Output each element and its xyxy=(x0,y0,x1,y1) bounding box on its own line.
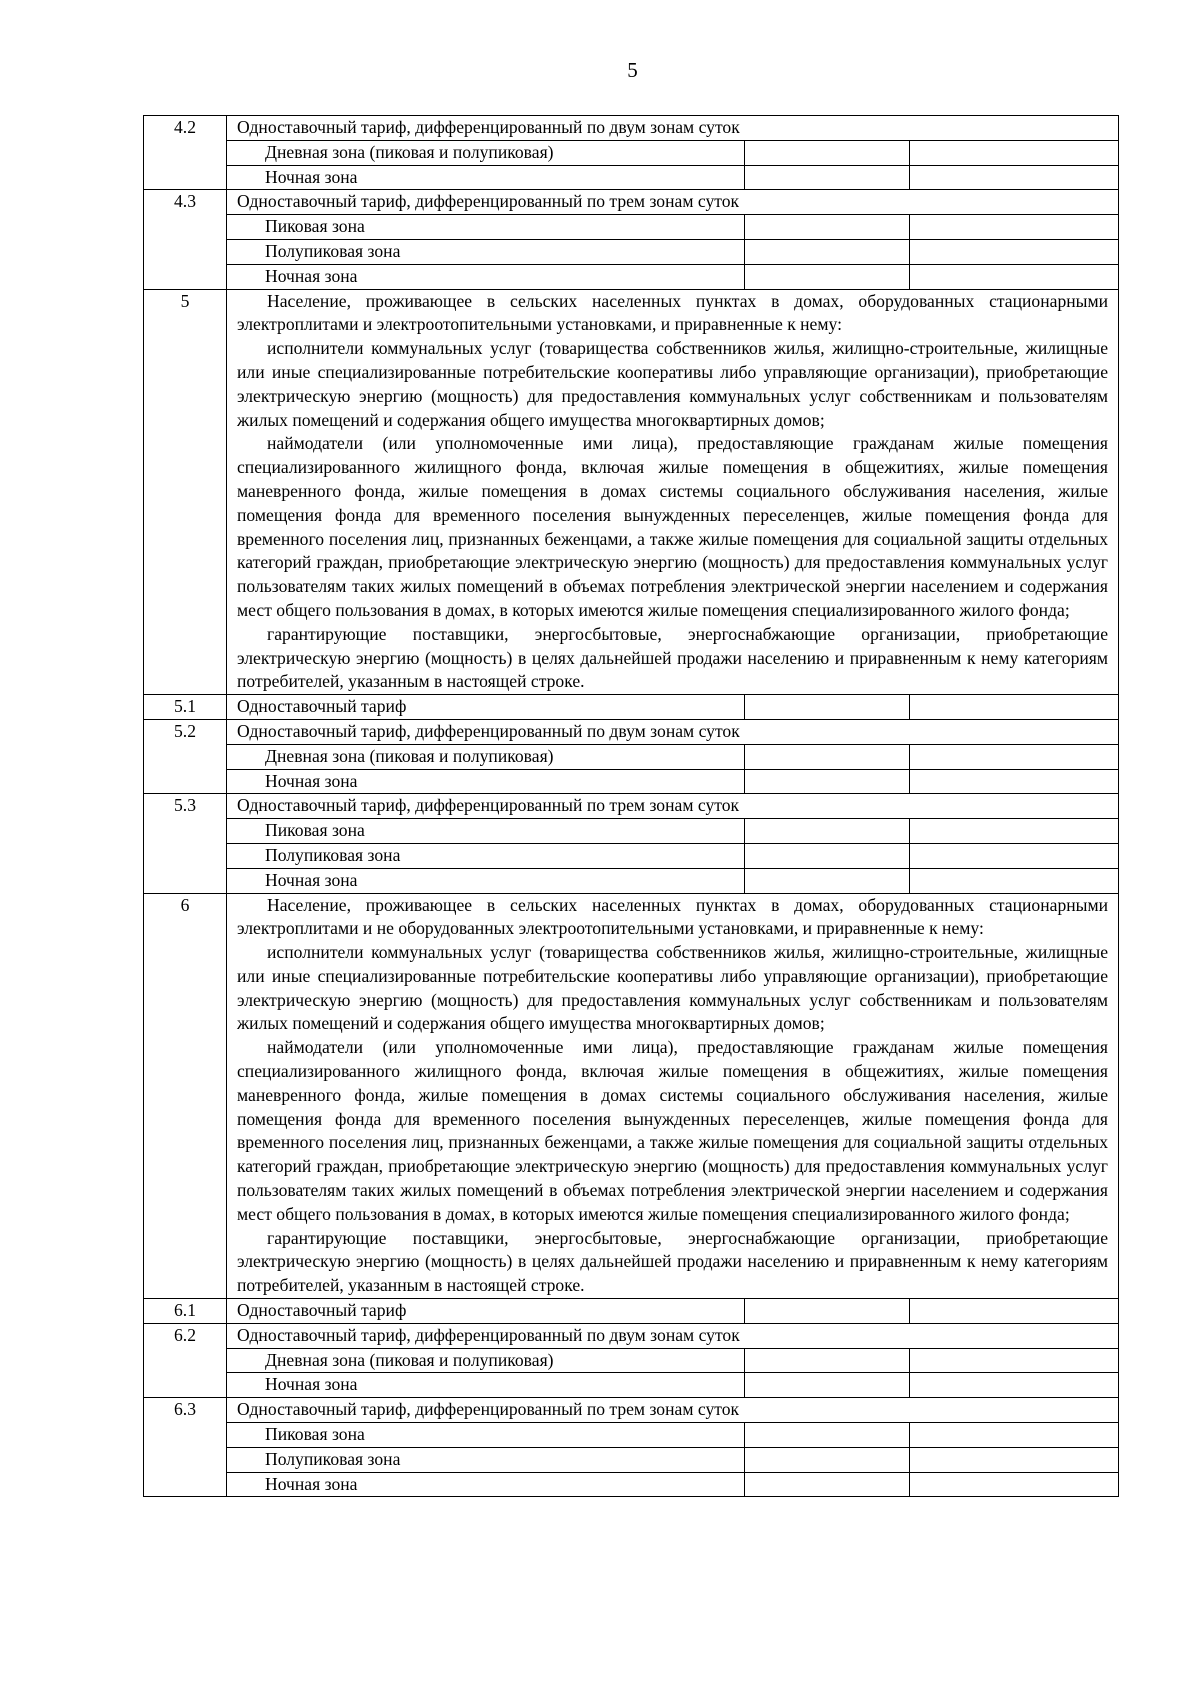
table-row xyxy=(144,1423,1119,1448)
table-row xyxy=(144,1299,1119,1324)
value-cell xyxy=(745,140,910,165)
row-number: 4.3 xyxy=(144,190,227,289)
table-row xyxy=(144,893,1119,1299)
row-number: 5.2 xyxy=(144,719,227,793)
table-row xyxy=(144,1323,1119,1348)
zone-label: Дневная зона (пиковая и полупиковая) xyxy=(227,744,745,769)
table-row xyxy=(144,769,1119,794)
row-number: 6.2 xyxy=(144,1323,227,1397)
row-number: 5.3 xyxy=(144,794,227,893)
value-cell xyxy=(745,1348,910,1373)
row-number: 6.1 xyxy=(144,1299,227,1324)
row-number: 5.1 xyxy=(144,695,227,720)
tariff-table xyxy=(143,115,1119,1497)
row-number: 4.2 xyxy=(144,116,227,190)
value-cell xyxy=(910,819,1119,844)
zone-label: Дневная зона (пиковая и полупиковая) xyxy=(227,140,745,165)
value-cell xyxy=(745,1447,910,1472)
value-cell xyxy=(745,1299,910,1324)
value-cell xyxy=(910,165,1119,190)
tariff-label: Одноставочный тариф, дифференцированный по трем зонам суток xyxy=(227,794,1119,819)
zone-label: Ночная зона xyxy=(227,1373,745,1398)
value-cell xyxy=(910,695,1119,720)
zone-label: Ночная зона xyxy=(227,264,745,289)
table-row xyxy=(144,215,1119,240)
value-cell xyxy=(745,744,910,769)
zone-label: Полупиковая зона xyxy=(227,843,745,868)
table-row xyxy=(144,190,1119,215)
value-cell xyxy=(745,868,910,893)
table-row xyxy=(144,1373,1119,1398)
value-cell xyxy=(745,843,910,868)
value-cell xyxy=(910,1348,1119,1373)
tariff-label: Одноставочный тариф xyxy=(227,695,745,720)
table-row xyxy=(144,819,1119,844)
table-row xyxy=(144,1398,1119,1423)
value-cell xyxy=(910,843,1119,868)
tariff-label: Одноставочный тариф, дифференцированный по двум зонам суток xyxy=(227,1323,1119,1348)
tariff-label: Одноставочный тариф, дифференцированный по трем зонам суток xyxy=(227,1398,1119,1423)
zone-label: Ночная зона xyxy=(227,1472,745,1497)
consumer-category-description xyxy=(227,893,1119,1299)
zone-label: Пиковая зона xyxy=(227,1423,745,1448)
value-cell xyxy=(745,695,910,720)
value-cell xyxy=(910,868,1119,893)
table-row xyxy=(144,1348,1119,1373)
value-cell xyxy=(910,264,1119,289)
value-cell xyxy=(745,215,910,240)
value-cell xyxy=(745,239,910,264)
zone-label: Полупиковая зона xyxy=(227,1447,745,1472)
zone-label: Ночная зона xyxy=(227,165,745,190)
value-cell xyxy=(910,769,1119,794)
tariff-label: Одноставочный тариф, дифференцированный по двум зонам суток xyxy=(227,116,1119,141)
description-paragraph: Население, проживающее в сельских населенных пунктах в домах, оборудованных стационарными электроплитами и электроотопительными установками, и приравненные к нему: xyxy=(237,290,1109,335)
tariff-label: Одноставочный тариф xyxy=(227,1299,745,1324)
value-cell xyxy=(910,1373,1119,1398)
value-cell xyxy=(910,744,1119,769)
value-cell xyxy=(745,264,910,289)
tariff-table-body xyxy=(144,116,1119,1497)
zone-label: Ночная зона xyxy=(227,868,745,893)
table-row xyxy=(144,744,1119,769)
table-row xyxy=(144,843,1119,868)
table-row xyxy=(144,140,1119,165)
value-cell xyxy=(910,215,1119,240)
value-cell xyxy=(745,1472,910,1497)
row-number: 6 xyxy=(144,893,227,1299)
description-paragraph: исполнители коммунальных услуг (товарищества собственников жилья, жилищно-строительные, жилищные или иные специализированные потребительские кооперативы либо управляющие организации), приобретающие электрическую энергию (мощность) для предоставления коммунальных услуг собственникам и пользователям жилых помещений и содержания общего имущества многоквартирных домов; xyxy=(237,942,1109,1034)
table-row xyxy=(144,868,1119,893)
value-cell xyxy=(745,769,910,794)
table-row xyxy=(144,264,1119,289)
table-row xyxy=(144,695,1119,720)
table-row xyxy=(144,239,1119,264)
value-cell xyxy=(910,140,1119,165)
description-paragraph: наймодатели (или уполномоченные ими лица), предоставляющие гражданам жилые помещения специализированного жилищного фонда, включая жилые помещения в общежитиях, жилые помещения маневренного фонда, жилые помещения в домах системы социального обслуживания населения, жилые помещения фонда для временного поселения вынужденных переселенцев, жилые помещения фонда для временного поселения лиц, признанных беженцами, а также жилые помещения для социальной защиты отдельных категорий граждан, приобретающие электрическую энергию (мощность) для предоставления коммунальных услуг пользователям таких жилых помещений в объемах потребления электрической энергии населением и содержания мест общего пользования в домах, в которых имеются жилые помещения специализированного жилого фонда; xyxy=(237,1037,1109,1224)
table-row xyxy=(144,289,1119,695)
value-cell xyxy=(745,1423,910,1448)
table-row xyxy=(144,116,1119,141)
consumer-category-description xyxy=(227,289,1119,695)
description-paragraph: наймодатели (или уполномоченные ими лица), предоставляющие гражданам жилые помещения специализированного жилищного фонда, включая жилые помещения в общежитиях, жилые помещения маневренного фонда, жилые помещения в домах системы социального обслуживания населения, жилые помещения фонда для временного поселения вынужденных переселенцев, жилые помещения фонда для временного поселения лиц, признанных беженцами, а также жилые помещения для социальной защиты отдельных категорий граждан, приобретающие электрическую энергию (мощность) для предоставления коммунальных услуг пользователям таких жилых помещений в объемах потребления электрической энергии населением и содержания мест общего пользования в домах, в которых имеются жилые помещения специализированного жилого фонда; xyxy=(237,433,1109,620)
table-row xyxy=(144,1447,1119,1472)
description-paragraph: гарантирующие поставщики, энергосбытовые, энергоснабжающие организации, приобретающие электрическую энергию (мощность) в целях дальнейшей продажи населению и приравненным к нему категориям потребителей, указанным в настоящей строке. xyxy=(237,1227,1109,1296)
table-row xyxy=(144,719,1119,744)
tariff-label: Одноставочный тариф, дифференцированный по двум зонам суток xyxy=(227,719,1119,744)
value-cell xyxy=(910,1423,1119,1448)
table-row xyxy=(144,794,1119,819)
value-cell xyxy=(910,239,1119,264)
description-paragraph: Население, проживающее в сельских населенных пунктах в домах, оборудованных стационарными электроплитами и не оборудованных электроотопительными установками, и приравненные к нему: xyxy=(237,894,1109,939)
zone-label: Пиковая зона xyxy=(227,215,745,240)
value-cell xyxy=(745,1373,910,1398)
table-row xyxy=(144,1472,1119,1497)
value-cell xyxy=(910,1299,1119,1324)
zone-label: Ночная зона xyxy=(227,769,745,794)
zone-label: Полупиковая зона xyxy=(227,239,745,264)
tariff-label: Одноставочный тариф, дифференцированный по трем зонам суток xyxy=(227,190,1119,215)
zone-label: Пиковая зона xyxy=(227,819,745,844)
value-cell xyxy=(910,1447,1119,1472)
value-cell xyxy=(745,165,910,190)
value-cell xyxy=(745,819,910,844)
table-row xyxy=(144,165,1119,190)
zone-label: Дневная зона (пиковая и полупиковая) xyxy=(227,1348,745,1373)
description-paragraph: исполнители коммунальных услуг (товарищества собственников жилья, жилищно-строительные, жилищные или иные специализированные потребительские кооперативы либо управляющие организации), приобретающие электрическую энергию (мощность) для предоставления коммунальных услуг собственникам и пользователям жилых помещений и содержания общего имущества многоквартирных домов; xyxy=(237,338,1109,430)
value-cell xyxy=(910,1472,1119,1497)
row-number: 5 xyxy=(144,289,227,695)
description-paragraph: гарантирующие поставщики, энергосбытовые, энергоснабжающие организации, приобретающие электрическую энергию (мощность) в целях дальнейшей продажи населению и приравненным к нему категориям потребителей, указанным в настоящей строке. xyxy=(237,623,1109,692)
row-number: 6.3 xyxy=(144,1398,227,1497)
page-number: 5 xyxy=(627,58,638,82)
